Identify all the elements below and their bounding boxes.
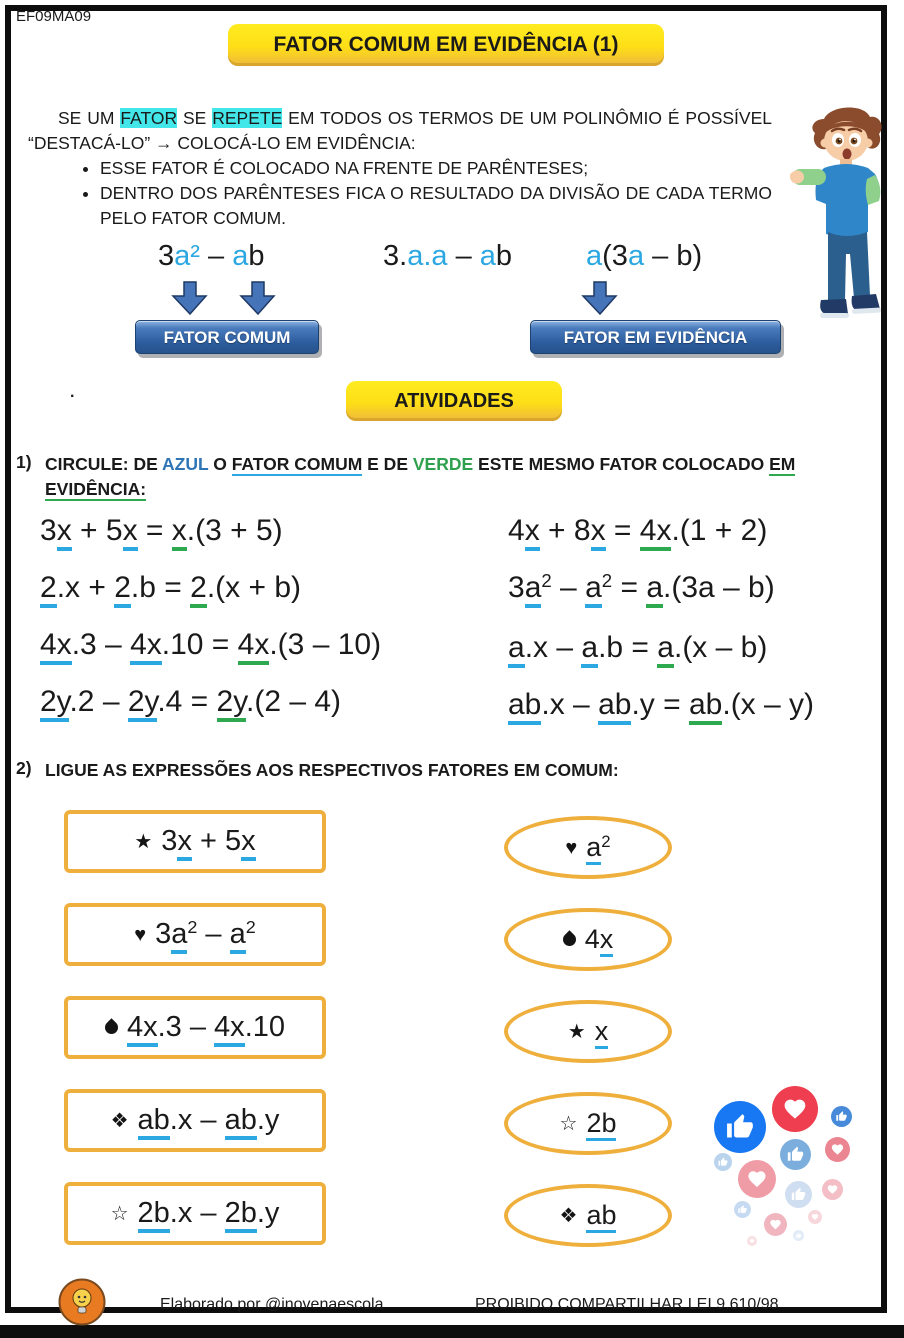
star-outline-icon: ☆ bbox=[110, 1202, 129, 1225]
text-segment: .x – bbox=[169, 1104, 225, 1136]
star-filled-icon: ★ bbox=[567, 1020, 586, 1043]
intro-bullet: • DENTRO DOS PARÊNTESES FICA O RESULTADO DA DIVISÃO DE CADA TERMO PELO FATOR COMUM. bbox=[100, 181, 772, 231]
text-segment: ESTE MESMO FATOR COLOCADO bbox=[473, 454, 770, 474]
text-segment: 4x bbox=[130, 628, 162, 665]
factor-expression bbox=[586, 1200, 616, 1231]
factor-expression bbox=[138, 1104, 280, 1137]
exercise2-number: 2) bbox=[16, 758, 32, 778]
footer-law: PROIBIDO COMPARTILHAR LEI 9.610/98 bbox=[475, 1296, 779, 1313]
text-segment: 2 bbox=[601, 831, 611, 851]
heart-icon bbox=[738, 1160, 776, 1198]
text-segment: 4x bbox=[40, 628, 72, 665]
text-segment: 2b bbox=[586, 1108, 616, 1141]
text-segment: .(x – y) bbox=[722, 688, 815, 721]
text-segment: 2b bbox=[138, 1197, 170, 1233]
text-segment: = bbox=[605, 514, 640, 547]
text-segment: b bbox=[248, 240, 265, 272]
text-segment: a bbox=[627, 240, 645, 272]
factor-expression bbox=[586, 832, 610, 863]
expression-box bbox=[64, 1182, 326, 1245]
text-segment: SE UM bbox=[58, 108, 121, 128]
text-segment: a bbox=[171, 918, 187, 954]
expression-boxes-column bbox=[64, 810, 326, 1275]
text-segment: – b) bbox=[644, 240, 703, 272]
text-segment: 2 bbox=[541, 569, 552, 591]
exercise2-instruction: LIGUE AS EXPRESSÕES AOS RESPECTIVOS FATORES EM COMUM: bbox=[45, 760, 619, 780]
expression-box bbox=[64, 903, 326, 966]
example-expression-expanded bbox=[383, 240, 512, 273]
example-expression-factored bbox=[586, 240, 702, 273]
like-icon bbox=[714, 1153, 732, 1171]
text-segment: 2y bbox=[128, 685, 157, 722]
down-arrow-icon bbox=[239, 281, 277, 315]
text-segment: .(x – b) bbox=[673, 631, 768, 664]
factor-ellipse bbox=[504, 1184, 672, 1247]
text-segment: 3 bbox=[161, 825, 178, 857]
exercise1-number: 1) bbox=[16, 452, 32, 472]
heart-icon bbox=[772, 1086, 818, 1132]
star-outline-icon: ☆ bbox=[559, 1112, 578, 1135]
text-segment: 2y bbox=[40, 685, 69, 722]
intro-paragraph bbox=[28, 106, 772, 231]
four-diamonds-icon: ❖ bbox=[559, 1204, 578, 1227]
bottom-black-bar bbox=[0, 1325, 904, 1338]
equation bbox=[40, 628, 381, 662]
text-segment: x bbox=[525, 514, 540, 551]
text-segment: 4 bbox=[508, 514, 525, 547]
text-segment: REPETE bbox=[212, 108, 283, 128]
text-segment: .(1 + 2) bbox=[671, 514, 768, 547]
text-segment: a bbox=[586, 832, 601, 865]
text-segment: 2 bbox=[190, 571, 207, 608]
factor-expression bbox=[155, 918, 256, 951]
intro-bullet: • ESSE FATOR É COLOCADO NA FRENTE DE PARÊNTESES; bbox=[100, 156, 772, 181]
factor-ellipse bbox=[504, 1092, 672, 1155]
equation bbox=[508, 571, 814, 608]
expression-box bbox=[64, 996, 326, 1059]
heart-icon bbox=[764, 1213, 787, 1236]
text-segment: .x – bbox=[541, 688, 599, 721]
equation bbox=[40, 571, 381, 605]
text-segment: a.a bbox=[407, 240, 448, 272]
factor-ellipse bbox=[504, 1000, 672, 1063]
exercise1-equations-left bbox=[40, 514, 381, 742]
like-icon bbox=[780, 1139, 811, 1170]
text-segment: a bbox=[232, 240, 249, 272]
text-segment: .3 – bbox=[71, 628, 131, 661]
text-segment: E DE bbox=[362, 454, 413, 474]
text-segment: ab bbox=[689, 688, 722, 725]
like-icon bbox=[793, 1230, 804, 1241]
four-diamonds-icon: ❖ bbox=[110, 1109, 129, 1132]
like-icon bbox=[831, 1106, 852, 1127]
text-segment: .3 – bbox=[157, 1011, 215, 1043]
text-segment: 4x bbox=[640, 514, 672, 551]
heart-icon bbox=[808, 1210, 822, 1224]
equation bbox=[508, 688, 814, 722]
text-segment: – bbox=[197, 918, 230, 950]
text-segment: .(3 + 5) bbox=[186, 514, 283, 547]
exercise1-equations-right bbox=[508, 514, 814, 745]
text-segment: a bbox=[525, 571, 542, 608]
stray-dot: . bbox=[70, 384, 75, 401]
skill-code: EF09MA09 bbox=[16, 8, 92, 25]
text-segment: SE bbox=[177, 108, 213, 128]
text-segment: 4x bbox=[214, 1011, 245, 1047]
text-segment: 2b bbox=[225, 1197, 257, 1233]
text-segment: x bbox=[172, 514, 187, 551]
heart-icon bbox=[825, 1137, 850, 1162]
text-segment: 2 bbox=[245, 917, 256, 938]
text-segment: .x + bbox=[56, 571, 115, 604]
like-icon bbox=[785, 1181, 812, 1208]
text-segment: + 5 bbox=[191, 825, 242, 857]
text-segment: x bbox=[57, 514, 72, 551]
text-segment: .y = bbox=[631, 688, 689, 721]
boy-illustration bbox=[790, 103, 902, 331]
fator-em-evidencia-label: FATOR EM EVIDÊNCIA bbox=[530, 320, 781, 354]
text-segment: 2 bbox=[601, 569, 613, 591]
equation bbox=[40, 685, 381, 719]
expression-box bbox=[64, 1089, 326, 1152]
example-expression-original bbox=[158, 240, 264, 273]
intro-bullets bbox=[76, 156, 772, 231]
text-segment: a bbox=[586, 240, 603, 272]
text-segment: EM EVIDÊNCIA: bbox=[45, 454, 796, 499]
text-segment: a bbox=[479, 240, 496, 272]
text-segment: a bbox=[646, 571, 663, 608]
heart-icon: ♥ bbox=[134, 923, 147, 946]
text-segment: 3 bbox=[155, 918, 172, 950]
text-segment: x bbox=[591, 514, 606, 551]
factor-ellipse bbox=[504, 908, 672, 971]
text-segment: 4x bbox=[127, 1011, 158, 1047]
text-segment: ab bbox=[508, 688, 541, 725]
text-segment: = bbox=[137, 514, 172, 547]
text-segment: .y bbox=[256, 1197, 280, 1229]
exercise1-instruction bbox=[45, 452, 885, 502]
text-segment: – bbox=[447, 240, 480, 272]
text-segment: + 8 bbox=[539, 514, 591, 547]
text-segment: FATOR bbox=[120, 108, 178, 128]
text-segment: .10 = bbox=[161, 628, 238, 661]
text-segment: 2 bbox=[40, 571, 57, 608]
text-segment: .10 bbox=[244, 1011, 286, 1043]
text-segment: VERDE bbox=[412, 454, 474, 474]
down-arrow-icon bbox=[581, 281, 619, 315]
text-segment: ab bbox=[598, 688, 631, 725]
text-segment: .x – bbox=[169, 1197, 225, 1229]
text-segment: a bbox=[230, 918, 246, 954]
text-segment: – bbox=[551, 571, 586, 604]
activities-banner: ATIVIDADES bbox=[346, 381, 562, 421]
equation bbox=[508, 514, 814, 548]
expression-box bbox=[64, 810, 326, 873]
text-segment: AZUL bbox=[162, 454, 209, 474]
footer-credit: Elaborado por @inovenaescola bbox=[160, 1296, 384, 1313]
text-segment: .(3a – b) bbox=[663, 571, 775, 604]
text-segment: .b = bbox=[598, 631, 658, 664]
text-segment: a bbox=[657, 631, 674, 668]
star-filled-icon: ★ bbox=[134, 830, 153, 853]
text-segment: x bbox=[595, 1016, 609, 1049]
text-segment: – bbox=[199, 240, 233, 272]
drop-icon bbox=[102, 1018, 120, 1036]
text-segment: 2y bbox=[217, 685, 246, 722]
factor-expression bbox=[586, 1108, 616, 1139]
drop-icon bbox=[560, 930, 578, 948]
text-segment: x bbox=[123, 514, 138, 551]
fator-comum-label: FATOR COMUM bbox=[135, 320, 319, 354]
text-segment: ab bbox=[586, 1200, 616, 1233]
equation bbox=[40, 514, 381, 548]
text-segment: EM TODOS OS TERMOS DE UM POLINÔMIO É POSSÍVEL “DESTACÁ-LO” → COLOCÁ-LO EM EVIDÊNCIA: bbox=[28, 108, 772, 153]
text-segment: .4 = bbox=[157, 685, 217, 718]
text-segment: FATOR COMUM bbox=[231, 454, 363, 474]
social-reactions-decor bbox=[695, 1072, 904, 1272]
text-segment: O bbox=[208, 454, 232, 474]
text-segment: .2 – bbox=[69, 685, 128, 718]
equation bbox=[508, 631, 814, 665]
text-segment: 2 bbox=[114, 571, 131, 608]
heart-icon: ♥ bbox=[565, 836, 578, 859]
text-segment: 3 bbox=[508, 571, 525, 604]
text-segment: CIRCULE: DE bbox=[45, 454, 162, 474]
factor-ellipse bbox=[504, 816, 672, 879]
text-segment: 3. bbox=[383, 240, 408, 272]
text-segment: 4 bbox=[584, 924, 600, 954]
text-segment: a bbox=[585, 571, 602, 608]
factor-expression bbox=[127, 1011, 285, 1044]
text-segment: x bbox=[177, 825, 192, 861]
text-segment: 4x bbox=[238, 628, 270, 665]
text-segment: .(3 – 10) bbox=[269, 628, 382, 661]
text-segment: x bbox=[600, 924, 614, 957]
text-segment: .y bbox=[256, 1104, 280, 1136]
intro-line bbox=[28, 106, 772, 156]
factor-expression bbox=[595, 1016, 609, 1047]
factor-expression bbox=[161, 825, 255, 858]
text-segment: a bbox=[508, 631, 525, 668]
text-segment: 2 bbox=[187, 917, 198, 938]
text-segment: .(2 – 4) bbox=[246, 685, 342, 718]
factor-expression bbox=[138, 1197, 280, 1230]
text-segment: .b = bbox=[130, 571, 191, 604]
text-segment: 3 bbox=[158, 240, 175, 272]
text-segment: (3 bbox=[602, 240, 628, 272]
text-segment: x bbox=[241, 825, 256, 861]
text-segment: .x – bbox=[524, 631, 582, 664]
heart-icon bbox=[822, 1179, 843, 1200]
down-arrow-icon bbox=[171, 281, 209, 315]
text-segment: ab bbox=[138, 1104, 170, 1140]
text-segment: a bbox=[581, 631, 598, 668]
text-segment: 3 bbox=[40, 514, 57, 547]
text-segment: .(x + b) bbox=[206, 571, 302, 604]
page-title: FATOR COMUM EM EVIDÊNCIA (1) bbox=[228, 24, 664, 66]
like-icon bbox=[714, 1101, 766, 1153]
text-segment: ab bbox=[225, 1104, 257, 1140]
text-segment: + 5 bbox=[71, 514, 123, 547]
inovenaescola-logo bbox=[58, 1278, 106, 1326]
heart-icon bbox=[747, 1236, 757, 1246]
factor-ellipses-column bbox=[504, 816, 672, 1276]
text-segment: b bbox=[495, 240, 513, 272]
factor-expression bbox=[585, 924, 614, 955]
text-segment: a² bbox=[174, 240, 200, 272]
like-icon bbox=[734, 1201, 751, 1218]
text-segment: = bbox=[612, 571, 647, 604]
